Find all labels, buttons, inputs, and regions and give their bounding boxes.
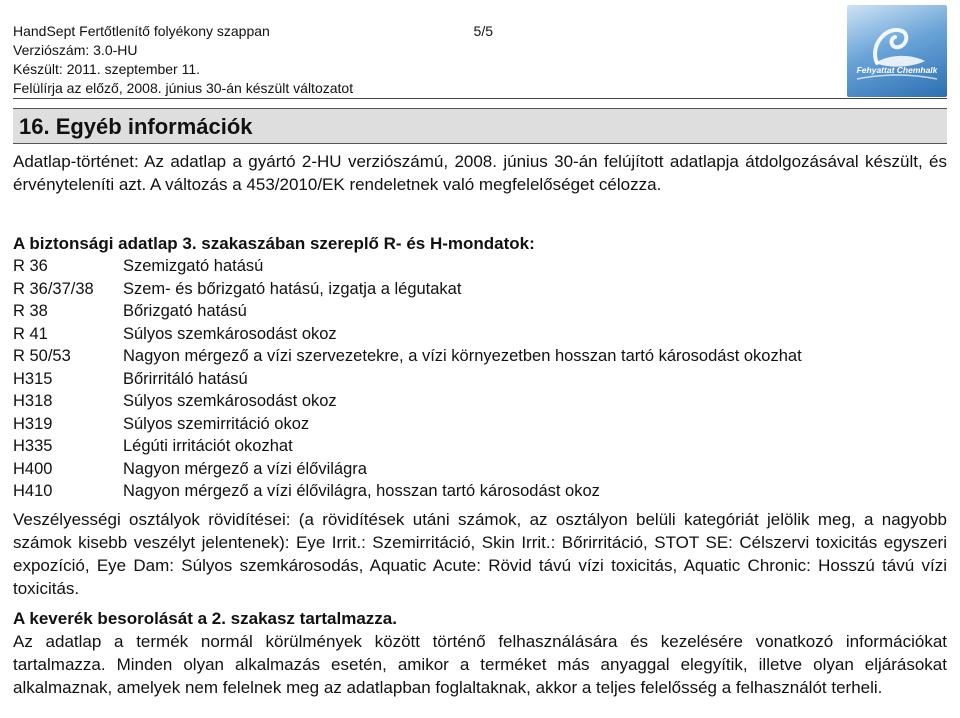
phrase-code: H335 xyxy=(13,437,53,455)
usage-paragraph: Az adatlap a termék normál körülmények között történő felhasználására és kezelésére vonatkozó információkat tartalmazza. Minden olyan alkalmazás esetén, amikor a terméket más anyaggal elegyítik, illetve olyan eljárásokat alkalmaznak, amelyek nem felelnek meg az adatlapban foglaltaknak, akkor a teljes felelősség a felhasználót terheli. xyxy=(13,632,947,697)
section-title: 16. Egyéb információk xyxy=(19,114,253,139)
phrase-code: H315 xyxy=(13,369,53,388)
document-header xyxy=(13,22,493,98)
phrase-row xyxy=(13,390,947,413)
phrase-code: H400 xyxy=(13,459,53,478)
phrase-row xyxy=(13,278,947,301)
version-number: Verziószám: 3.0-HU xyxy=(13,42,138,58)
phrase-text: Nagyon mérgező a vízi szervezetekre, a vízi környezetben hosszan tartó károsodást okozhat xyxy=(123,347,802,365)
page-number: 5/5 xyxy=(473,23,493,39)
product-name: HandSept Fertőtlenítő folyékony szappan xyxy=(13,23,270,39)
header-row xyxy=(13,22,493,41)
phrase-text: Nagyon mérgező a vízi élővilágra xyxy=(123,459,367,478)
header-divider xyxy=(13,98,947,99)
section-heading-bar xyxy=(13,108,947,144)
phrase-text: Súlyos szemkárosodást okoz xyxy=(123,324,337,343)
company-logo xyxy=(847,5,947,97)
logo-text: Fehyattat Chemhalk xyxy=(856,65,938,75)
phrase-text: Nagyon mérgező a vízi élővilágra, hosszan tartó károsodást okoz xyxy=(123,482,600,500)
supersedes-note: Felülírja az előző, 2008. június 30-án készült változatot xyxy=(13,80,354,96)
abbreviations-paragraph: Veszélyességi osztályok rövidítései: (a rövidítések utáni számok, az osztályon belüli kategóriát jelölik meg, a nagyobb számok kisebb veszélyt jelentenek): Eye Irrit.: Szemirritáció, Skin Irrit.: Bőrirritáció, STOT SE: Célszervi toxicitás egyszeri expozíció, Eye Dam: Súlyos szemkárosodás, Aquatic Acute: Rövid távú vízi toxicitás, Aquatic Chronic: Hosszú távú vízi toxicitás. xyxy=(13,510,947,598)
phrase-row xyxy=(13,323,947,346)
phrase-code: R 36 xyxy=(13,257,48,275)
phrase-code: H319 xyxy=(13,414,53,433)
phrase-row xyxy=(13,345,947,368)
phrase-row xyxy=(13,413,947,436)
phrase-code: H318 xyxy=(13,392,53,410)
history-paragraph: Adatlap-történet: Az adatlap a gyártó 2-HU verziószámú, 2008. június 30-án felújított adatlapja átdolgozásával készült, és érvényteleníti azt. A változás a 453/2010/EK rendeletnek való megfelelőséget célozza. xyxy=(13,152,947,194)
phrase-row xyxy=(13,458,947,481)
created-date: Készült: 2011. szeptember 11. xyxy=(13,61,201,77)
phrase-code: R 41 xyxy=(13,324,48,343)
phrase-text: Súlyos szemirritáció okoz xyxy=(123,414,310,433)
phrase-text: Szem- és bőrizgató hatású, izgatja a légutakat xyxy=(123,279,462,298)
phrase-code: R 50/53 xyxy=(13,347,71,365)
phrase-text: Légúti irritációt okozhat xyxy=(123,437,293,455)
phrase-code: R 36/37/38 xyxy=(13,279,94,298)
phrases-heading: A biztonsági adatlap 3. szakaszában szereplő R- és H-mondatok: xyxy=(13,234,535,253)
phrase-text: Szemizgató hatású xyxy=(123,257,264,275)
phrase-list xyxy=(13,255,947,503)
phrase-row xyxy=(13,435,947,458)
phrase-row xyxy=(13,255,947,278)
swan-logo-icon xyxy=(847,5,947,97)
phrase-row xyxy=(13,368,947,391)
phrase-code: R 38 xyxy=(13,302,48,320)
phrase-text: Bőrizgató hatású xyxy=(123,302,247,320)
phrase-code: H410 xyxy=(13,482,53,500)
phrase-row xyxy=(13,300,947,323)
phrase-text: Súlyos szemkárosodást okoz xyxy=(123,392,337,410)
classification-heading: A keverék besorolását a 2. szakasz tartalmazza. xyxy=(13,609,397,628)
phrase-text: Bőrirritáló hatású xyxy=(123,369,248,388)
phrase-row xyxy=(13,480,947,503)
